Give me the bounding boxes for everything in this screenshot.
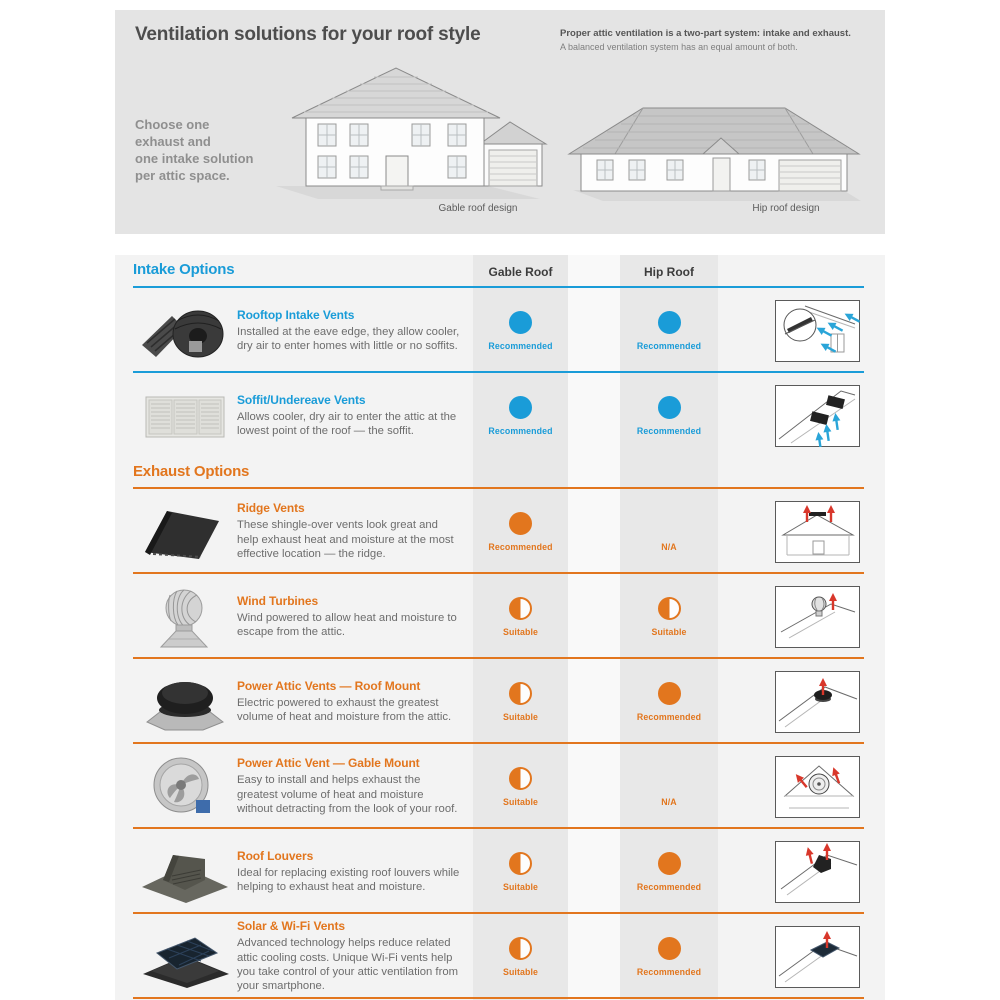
- installation-illustration: [775, 385, 860, 447]
- status-marker-icon: [509, 852, 532, 875]
- product-info: [237, 756, 473, 816]
- status-marker-icon: [509, 682, 532, 705]
- product-image: [115, 585, 237, 649]
- installation-illustration: [775, 300, 860, 362]
- status-label: Recommended: [488, 340, 553, 351]
- product-image: [115, 670, 237, 734]
- product-title: Solar & Wi-Fi Vents: [237, 919, 346, 934]
- section-heading-exhaust: [115, 458, 885, 489]
- status-label: Recommended: [636, 711, 702, 722]
- hip-roof-status: [620, 311, 718, 351]
- status-label: Suitable: [502, 711, 539, 722]
- status-label: Suitable: [502, 626, 539, 637]
- product-title: Power Attic Vent — Gable Mount: [237, 756, 420, 771]
- installation-illustration: [775, 756, 860, 818]
- status-label: Recommended: [636, 966, 702, 977]
- gable-roof-status: [473, 767, 568, 807]
- status-marker-icon: [509, 937, 532, 960]
- hip-roof-status: [620, 396, 718, 436]
- status-marker-icon: [509, 767, 532, 790]
- gable-roof-status: [473, 682, 568, 722]
- section-heading-label: Exhaust Options: [133, 463, 250, 480]
- hero-panel: [115, 10, 885, 234]
- product-description: Electric powered to exhaust the greatest volume of heat and moisture from the attic.: [237, 696, 452, 723]
- table-row: [115, 574, 885, 659]
- comparison-table: [115, 255, 885, 1000]
- gable-roof-status: [473, 311, 568, 351]
- product-description: Allows cooler, dry air to enter the attic at the lowest point of the roof — the soffit.: [237, 410, 457, 437]
- section-heading-label: Intake Options: [133, 261, 235, 278]
- table-row: [115, 829, 885, 914]
- table-row: [115, 659, 885, 744]
- product-info: [237, 679, 473, 725]
- gable-roof-status: [473, 937, 568, 977]
- status-marker-icon: [658, 396, 681, 419]
- installation-illustration: [775, 841, 860, 903]
- status-label: Recommended: [488, 541, 553, 552]
- product-info: [237, 849, 473, 895]
- table-row: [115, 914, 885, 999]
- table-row: [115, 489, 885, 574]
- product-image: [115, 755, 237, 819]
- status-label: Recommended: [488, 425, 553, 436]
- status-marker-icon: [509, 597, 532, 620]
- installation-illustration: [775, 926, 860, 988]
- table-row: [115, 373, 885, 458]
- gable-roof-status: [473, 396, 568, 436]
- hip-roof-status: [620, 597, 718, 637]
- hip-house-illustration: [563, 90, 863, 202]
- intro-note-sub: A balanced ventilation system has an equal amount of both.: [560, 42, 798, 52]
- installation-illustration: [775, 586, 860, 648]
- intro-note-bold: Proper attic ventilation is a two-part system: intake and exhaust.: [560, 28, 851, 39]
- status-label: Suitable: [502, 796, 539, 807]
- intro-note: [560, 28, 875, 52]
- status-marker-icon: [658, 852, 681, 875]
- status-marker-icon: [509, 311, 532, 334]
- product-description: These shingle-over vents look great and help exhaust heat and moisture at the most effective location — the ridge.: [237, 519, 454, 561]
- hip-roof-status: [620, 512, 718, 552]
- product-info: [237, 393, 473, 439]
- product-image: [115, 500, 237, 564]
- product-description: Advanced technology helps reduce related attic cooling costs. Unique Wi-Fi vents help you take control of your attic ventilation from your smartphone.: [237, 937, 459, 993]
- status-marker-icon: [509, 396, 532, 419]
- product-description: Installed at the eave edge, they allow cooler, dry air to enter homes with little or no soffits.: [237, 325, 460, 352]
- status-label: Recommended: [636, 425, 702, 436]
- status-label: N/A: [661, 796, 677, 807]
- product-title: Roof Louvers: [237, 848, 314, 863]
- choose-instruction: Choose one exhaust and one intake solution per attic space.: [135, 117, 254, 184]
- row-divider: [133, 997, 864, 999]
- gable-roof-status: [473, 852, 568, 892]
- product-description: Easy to install and helps exhaust the greatest volume of heat and moisture without detracting from the look of your roof.: [237, 774, 458, 816]
- product-image: [115, 299, 237, 363]
- hip-roof-status: [620, 767, 718, 807]
- hip-roof-status: [620, 682, 718, 722]
- status-marker-icon: [658, 311, 681, 334]
- product-image: [115, 384, 237, 448]
- gable-roof-status: [473, 597, 568, 637]
- status-label: Suitable: [651, 626, 687, 637]
- hip-roof-status: [620, 852, 718, 892]
- hip-roof-status: [620, 937, 718, 977]
- gable-house-illustration: [248, 58, 548, 200]
- status-marker-icon: [658, 937, 681, 960]
- column-header-gable-roof: Gable Roof: [488, 265, 553, 279]
- product-title: Soffit/Undereave Vents: [237, 392, 366, 407]
- page-title: Ventilation solutions for your roof style: [135, 24, 481, 45]
- gable-roof-caption: Gable roof design: [438, 203, 518, 214]
- product-image: [115, 925, 237, 989]
- table-body: [115, 255, 885, 1000]
- status-label: Recommended: [636, 881, 702, 892]
- product-title: Power Attic Vents — Roof Mount: [237, 678, 421, 693]
- product-info: [237, 501, 473, 561]
- product-title: Ridge Vents: [237, 501, 305, 516]
- status-marker-icon: [509, 512, 532, 535]
- status-marker-icon: [658, 682, 681, 705]
- product-description: Ideal for replacing existing roof louvers while helping to exhaust heat and moisture.: [237, 866, 460, 893]
- product-title: Rooftop Intake Vents: [237, 307, 355, 322]
- status-label: Suitable: [502, 881, 539, 892]
- product-info: [237, 594, 473, 640]
- status-label: Suitable: [502, 966, 539, 977]
- status-label: Recommended: [636, 340, 702, 351]
- column-header-hip-roof: Hip Roof: [644, 265, 694, 279]
- product-description: Wind powered to allow heat and moisture to escape from the attic.: [237, 611, 457, 638]
- product-info: [237, 919, 473, 993]
- product-image: [115, 840, 237, 904]
- installation-illustration: [775, 501, 860, 563]
- product-title: Wind Turbines: [237, 593, 319, 608]
- status-label: N/A: [661, 541, 677, 552]
- hip-roof-caption: Hip roof design: [752, 203, 820, 214]
- table-row: [115, 744, 885, 829]
- installation-illustration: [775, 671, 860, 733]
- gable-roof-status: [473, 512, 568, 552]
- status-marker-icon: [658, 597, 681, 620]
- product-info: [237, 308, 473, 354]
- table-row: [115, 288, 885, 373]
